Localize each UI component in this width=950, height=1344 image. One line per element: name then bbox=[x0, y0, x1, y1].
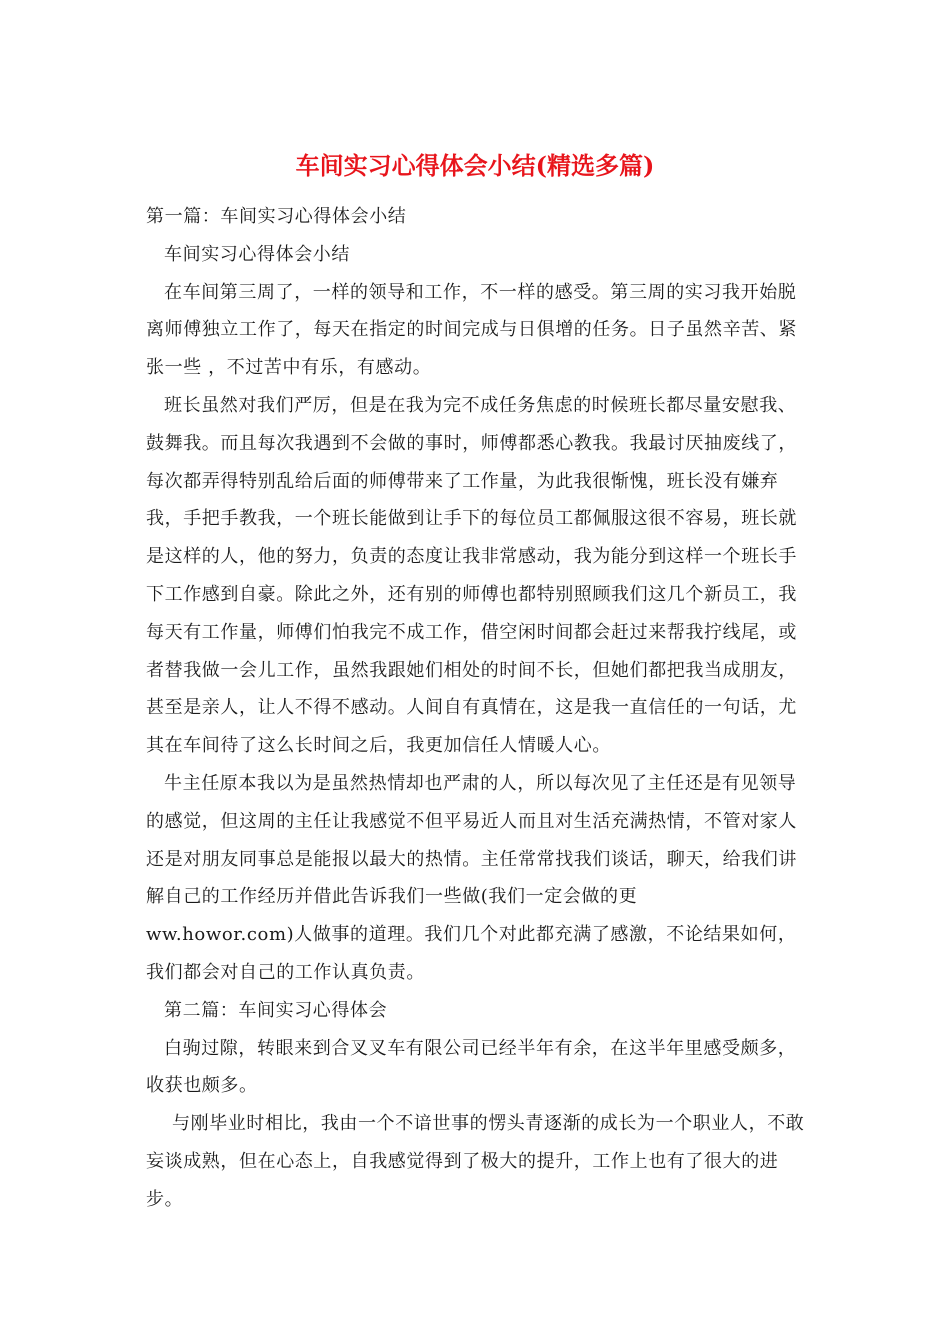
paragraph: 与刚毕业时相比，我由一个不谙世事的愣头青逐渐的成长为一个职业人，不敢妄谈成熟，但在心态上，自我感觉得到了极大的提升，工作上也有了很大的进步。 bbox=[146, 1113, 805, 1210]
subheading: 车间实习心得体会小结 bbox=[164, 243, 350, 265]
paragraph: ww.howor.com)人做事的道理。我们几个对此都充满了感激，不论结果如何，我们都会对自己的工作认真负责。 bbox=[146, 924, 797, 983]
section-heading-2: 第二篇：车间实习心得体会 bbox=[164, 999, 388, 1021]
paragraph: 班长虽然对我们严厉，但是在我为完不成任务焦虑的时候班长都尽量安慰我、鼓舞我。而且每次我遇到不会做的事时，师傅都悉心教我。我最讨厌抽废线了，每次都弄得特别乱给后面的师傅带来了工作量，为此我很惭愧，班长没有嫌弃我，手把手教我，一个班长能做到让手下的每位员工都佩服这很不容易，班长就是这样的人，他的努力，负责的态度让我非常感动，我为能分到这样一个班长手下工作感到自豪。除此之外，还有别的师傅也都特别照顾我们这几个新员工，我每天有工作量，师傅们怕我完不成工作，借空闲时间都会赶过来帮我拧线尾，或者替我做一会儿工作，虽然我跟她们相处的时间不长，但她们都把我当成朋友，甚至是亲人，让人不得不感动。人间自有真情在，这是我一直信任的一句话，尤其在车间待了这么长时间之后，我更加信任人情暖人心。 bbox=[146, 394, 797, 757]
paragraph: 在车间第三周了，一样的领导和工作，不一样的感受。第三周的实习我开始脱离师傅独立工作了，每天在指定的时间完成与日俱增的任务。日子虽然辛苦、紧张一些 ，不过苦中有乐，有感动。 bbox=[146, 281, 797, 379]
section-heading-1: 第一篇：车间实习心得体会小结 bbox=[146, 206, 407, 227]
document-title: 车间实习心得体会小结(精选多篇) bbox=[295, 151, 655, 180]
paragraph: 白驹过隙，转眼来到合叉叉车有限公司已经半年有余，在这半年里感受颇多，收获也颇多。 bbox=[146, 1037, 797, 1097]
paragraph: 牛主任原本我以为是虽然热情却也严肃的人，所以每次见了主任还是有见领导的感觉，但这周的主任让我感觉不但平易近人而且对生活充满热情，不管对家人还是对朋友同事总是能报以最大的热情。主任常常找我们谈话，聊天，给我们讲解自己的工作经历并借此告诉我们一些做(我们一定会做的更 bbox=[146, 772, 797, 908]
document-body bbox=[146, 198, 808, 1219]
